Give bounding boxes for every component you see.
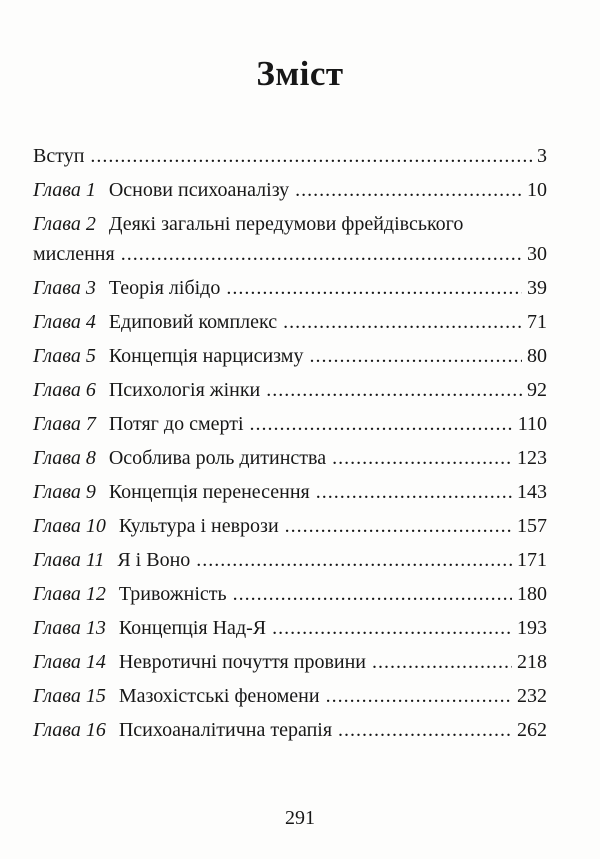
- page-number: 232: [517, 685, 547, 707]
- toc-entry: [33, 647, 547, 677]
- chapter-title: Деякі загальні передумови фрейдівського: [108, 213, 464, 235]
- dot-leader: [309, 341, 522, 371]
- chapter-title: Особлива роль дитинства: [108, 447, 327, 469]
- chapter-label: Глава 15: [33, 685, 106, 707]
- chapter-label: Глава 14: [33, 651, 106, 673]
- toc-entry: [33, 545, 547, 575]
- chapter-title: Концепція Над-Я: [118, 617, 267, 639]
- toc-entry: [33, 375, 547, 405]
- folio-page-number: 291: [285, 807, 315, 829]
- dot-leader: [250, 409, 513, 439]
- chapter-title: Невротичні почуття провини: [118, 651, 367, 673]
- chapter-title: Психоаналітична терапія: [118, 719, 333, 741]
- page-number: 123: [517, 447, 547, 469]
- page-number: 180: [517, 583, 547, 605]
- page-number: 3: [537, 145, 547, 167]
- toc-list: [33, 141, 547, 745]
- toc-entry: [33, 175, 547, 205]
- chapter-title: Я і Воно: [117, 549, 191, 571]
- dot-leader: [272, 613, 512, 643]
- page-number: 30: [527, 243, 547, 265]
- toc-entry: [33, 477, 547, 507]
- dot-leader: [283, 307, 522, 337]
- chapter-title-wrap: мислення: [33, 243, 115, 265]
- chapter-label: Глава 2: [33, 213, 96, 235]
- toc-entry: [33, 341, 547, 371]
- chapter-title: Тривожність: [118, 583, 227, 605]
- page-number: 92: [527, 379, 547, 401]
- dot-leader: [233, 579, 512, 609]
- chapter-label: Глава 13: [33, 617, 106, 639]
- dot-leader: [326, 681, 512, 711]
- page-title: Зміст: [256, 54, 344, 93]
- chapter-label: Глава 3: [33, 277, 96, 299]
- toc-entry: [33, 307, 547, 337]
- dot-leader: [121, 239, 522, 269]
- chapter-label: Глава 12: [33, 583, 106, 605]
- page-number: 80: [527, 345, 547, 367]
- dot-leader: [316, 477, 512, 507]
- toc-entry: [33, 273, 547, 303]
- chapter-label: Глава 9: [33, 481, 96, 503]
- chapter-title: Едиповий комплекс: [108, 311, 278, 333]
- toc-entry: [33, 681, 547, 711]
- page-number: 262: [517, 719, 547, 741]
- page-number: 171: [517, 549, 547, 571]
- chapter-label: Глава 11: [33, 549, 105, 571]
- page-number: 110: [517, 413, 547, 435]
- toc-entry: [33, 209, 547, 269]
- toc-entry: [33, 715, 547, 745]
- toc-entry: [33, 511, 547, 541]
- dot-leader: [226, 273, 522, 303]
- page-number: 39: [527, 277, 547, 299]
- toc-entry: [33, 141, 547, 171]
- chapter-label: Глава 4: [33, 311, 96, 333]
- page-number: 10: [527, 179, 547, 201]
- dot-leader: [266, 375, 522, 405]
- page-number: 157: [517, 515, 547, 537]
- chapter-title: Концепція нарцисизму: [108, 345, 304, 367]
- page-number: 143: [517, 481, 547, 503]
- dot-leader: [285, 511, 512, 541]
- toc-entry: [33, 579, 547, 609]
- chapter-title: Концепція перенесення: [108, 481, 310, 503]
- chapter-title: Потяг до смерті: [108, 413, 244, 435]
- chapter-title: Вступ: [33, 145, 85, 167]
- chapter-label: Глава 8: [33, 447, 96, 469]
- dot-leader: [372, 647, 512, 677]
- page-number: 218: [517, 651, 547, 673]
- chapter-label: Глава 5: [33, 345, 96, 367]
- chapter-label: Глава 6: [33, 379, 96, 401]
- dot-leader: [338, 715, 512, 745]
- chapter-title: Основи психоаналізу: [108, 179, 290, 201]
- chapter-title: Культура і неврози: [118, 515, 279, 537]
- dot-leader: [196, 545, 512, 575]
- chapter-title: Психологія жінки: [108, 379, 261, 401]
- chapter-title: Мазохістські феномени: [118, 685, 320, 707]
- chapter-label: Глава 10: [33, 515, 106, 537]
- toc-entry: [33, 443, 547, 473]
- dot-leader: [332, 443, 512, 473]
- chapter-title: Теорія лібідо: [108, 277, 221, 299]
- chapter-label: Глава 1: [33, 179, 96, 201]
- toc-entry: [33, 613, 547, 643]
- chapter-label: Глава 7: [33, 413, 96, 435]
- page-number: 71: [527, 311, 547, 333]
- chapter-label: Глава 16: [33, 719, 106, 741]
- toc-entry: [33, 409, 547, 439]
- page-number: 193: [517, 617, 547, 639]
- dot-leader: [295, 175, 522, 205]
- dot-leader: [90, 141, 532, 171]
